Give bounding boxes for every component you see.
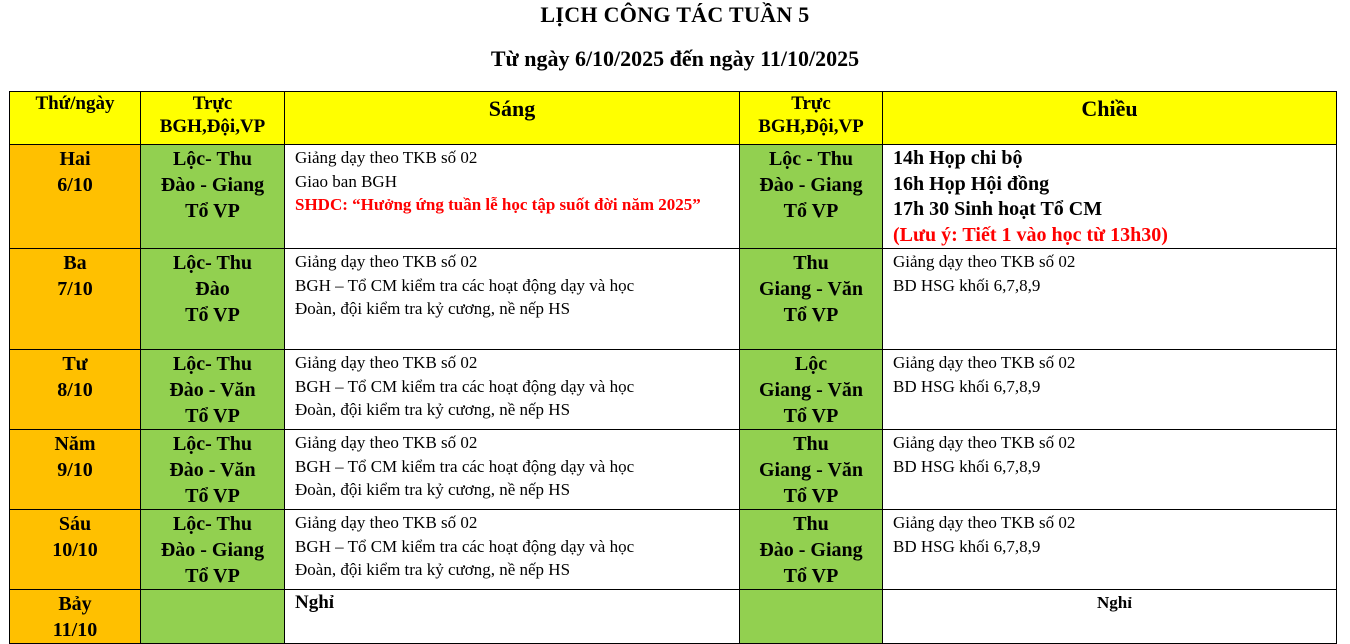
morning-cell: Giảng dạy theo TKB số 02 BGH – Tổ CM kiểm tra các hoạt động dạy và học Đoàn, đội kiểm tra kỷ cương, nề nếp HS bbox=[285, 249, 740, 350]
table-row bbox=[10, 590, 1337, 644]
duty-am-cell: Lộc- Thu Đào - Văn Tổ VP bbox=[141, 430, 285, 510]
table-row bbox=[10, 145, 1337, 249]
afternoon-cell: Giảng dạy theo TKB số 02 BD HSG khối 6,7,8,9 bbox=[883, 510, 1337, 590]
table-row bbox=[10, 430, 1337, 510]
table-row bbox=[10, 350, 1337, 430]
page-title: LỊCH CÔNG TÁC TUẦN 5 bbox=[540, 2, 810, 27]
duty-am-cell: Lộc- Thu Đào - Văn Tổ VP bbox=[141, 350, 285, 430]
header-day: Thứ/ngày bbox=[10, 92, 141, 145]
afternoon-cell: Nghỉ bbox=[883, 590, 1337, 644]
afternoon-note: (Lưu ý: Tiết 1 vào học từ 13h30) bbox=[893, 223, 1168, 246]
morning-cell: Giảng dạy theo TKB số 02 Giao ban BGH SHDC: “Hưởng ứng tuần lễ học tập suốt đời năm 2025” bbox=[285, 145, 740, 249]
afternoon-cell: Giảng dạy theo TKB số 02 BD HSG khối 6,7,8,9 bbox=[883, 249, 1337, 350]
header-duty-pm: Trực BGH,Đội,VP bbox=[740, 92, 883, 145]
table-row bbox=[10, 249, 1337, 350]
afternoon-cell: Giảng dạy theo TKB số 02 BD HSG khối 6,7,8,9 bbox=[883, 350, 1337, 430]
table-row bbox=[10, 510, 1337, 590]
duty-am-cell: Lộc- Thu Đào - Giang Tổ VP bbox=[141, 510, 285, 590]
morning-cell: Nghỉ bbox=[285, 590, 740, 644]
duty-pm-cell: Thu Đào - Giang Tổ VP bbox=[740, 510, 883, 590]
afternoon-cell: Giảng dạy theo TKB số 02 BD HSG khối 6,7,8,9 bbox=[883, 430, 1337, 510]
day-cell: Năm 9/10 bbox=[10, 430, 141, 510]
duty-am-cell: Lộc- Thu Đào Tổ VP bbox=[141, 249, 285, 350]
duty-am-cell bbox=[141, 590, 285, 644]
afternoon-cell: 14h Họp chi bộ 16h Họp Hội đồng 17h 30 Sinh hoạt Tổ CM (Lưu ý: Tiết 1 vào học từ 13h30) bbox=[883, 145, 1337, 249]
header-duty-am: Trực BGH,Đội,VP bbox=[141, 92, 285, 145]
morning-cell: Giảng dạy theo TKB số 02 BGH – Tổ CM kiểm tra các hoạt động dạy và học Đoàn, đội kiểm tra kỷ cương, nề nếp HS bbox=[285, 430, 740, 510]
day-cell: Ba 7/10 bbox=[10, 249, 141, 350]
duty-pm-cell: Lộc Giang - Văn Tổ VP bbox=[740, 350, 883, 430]
day-cell: Hai 6/10 bbox=[10, 145, 141, 249]
page-subtitle: Từ ngày 6/10/2025 đến ngày 11/10/2025 bbox=[490, 46, 860, 71]
header-morning: Sáng bbox=[285, 92, 740, 145]
duty-pm-cell: Lộc - Thu Đào - Giang Tổ VP bbox=[740, 145, 883, 249]
duty-pm-cell bbox=[740, 590, 883, 644]
header-row bbox=[10, 92, 1337, 145]
morning-note: SHDC: “Hưởng ứng tuần lễ học tập suốt đời năm 2025” bbox=[295, 195, 701, 214]
schedule-table bbox=[9, 91, 1337, 644]
morning-cell: Giảng dạy theo TKB số 02 BGH – Tổ CM kiểm tra các hoạt động dạy và học Đoàn, đội kiểm tra kỷ cương, nề nếp HS bbox=[285, 350, 740, 430]
duty-am-cell: Lộc- Thu Đào - Giang Tổ VP bbox=[141, 145, 285, 249]
day-cell: Tư 8/10 bbox=[10, 350, 141, 430]
duty-pm-cell: Thu Giang - Văn Tổ VP bbox=[740, 430, 883, 510]
morning-cell: Giảng dạy theo TKB số 02 BGH – Tổ CM kiểm tra các hoạt động dạy và học Đoàn, đội kiểm tra kỷ cương, nề nếp HS bbox=[285, 510, 740, 590]
header-afternoon: Chiều bbox=[883, 92, 1337, 145]
day-cell: Bảy 11/10 bbox=[10, 590, 141, 644]
day-cell: Sáu 10/10 bbox=[10, 510, 141, 590]
duty-pm-cell: Thu Giang - Văn Tổ VP bbox=[740, 249, 883, 350]
